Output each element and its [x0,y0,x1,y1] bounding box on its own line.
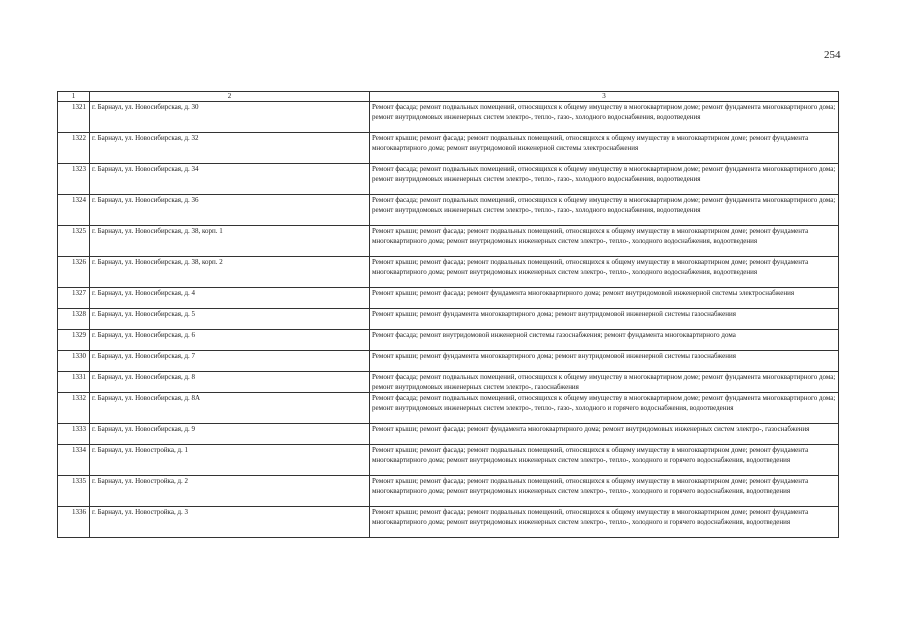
row-works: Ремонт крыши; ремонт фасада; ремонт подвальных помещений, относящихся к общему имуществу в многоквартирном доме; ремонт фундамента многоквартирного дома; ремонт внутридомовых инженерных систем электро-, тепло-, холодного водоснабжения, водоотведения [370,257,839,288]
row-address: г. Барнаул, ул. Новосибирская, д. 6 [90,330,370,351]
row-works: Ремонт фасада; ремонт подвальных помещений, относящихся к общему имуществу в многоквартирном доме; ремонт фундамента многоквартирного дома; ремонт внутридомовых инженерных систем электро-, тепло-, газо-, холодного водоснабжения, водоотведения [370,195,839,226]
row-number: 1332 [58,393,90,424]
row-address: г. Барнаул, ул. Новостройка, д. 1 [90,445,370,476]
row-number: 1324 [58,195,90,226]
table-row [58,257,839,288]
table-row [58,424,839,445]
row-address: г. Барнаул, ул. Новосибирская, д. 4 [90,288,370,309]
row-number: 1321 [58,102,90,133]
table-row [58,195,839,226]
row-works: Ремонт фасада; ремонт подвальных помещений, относящихся к общему имуществу в многоквартирном доме; ремонт фундамента многоквартирного дома; ремонт внутридомовых инженерных систем электро-, тепло-, газо-, холодного водоснабжения, водоотведения [370,164,839,195]
table-row [58,330,839,351]
row-number: 1335 [58,476,90,507]
table-row [58,445,839,476]
row-works: Ремонт крыши; ремонт фундамента многоквартирного дома; ремонт внутридомовой инженерной системы газоснабжения [370,309,839,330]
row-number: 1322 [58,133,90,164]
row-number: 1326 [58,257,90,288]
table-row [58,102,839,133]
table-row [58,476,839,507]
table-row [58,133,839,164]
row-address: г. Барнаул, ул. Новосибирская, д. 7 [90,351,370,372]
row-number: 1336 [58,507,90,538]
row-works: Ремонт крыши; ремонт фасада; ремонт подвальных помещений, относящихся к общему имуществу в многоквартирном доме; ремонт фундамента многоквартирного дома; ремонт внутридомовых инженерных систем электро-, тепло-, холодного водоснабжения, водоотведения [370,226,839,257]
row-works: Ремонт крыши; ремонт фасада; ремонт фундамента многоквартирного дома; ремонт внутридомовых инженерных систем электро-, газоснабжения [370,424,839,445]
row-address: г. Барнаул, ул. Новостройка, д. 2 [90,476,370,507]
row-number: 1323 [58,164,90,195]
table-body [58,102,839,538]
row-number: 1333 [58,424,90,445]
column-header-works: 3 [370,92,839,102]
row-number: 1327 [58,288,90,309]
table-row [58,351,839,372]
row-address: г. Барнаул, ул. Новосибирская, д. 5 [90,309,370,330]
row-number: 1334 [58,445,90,476]
row-address: г. Барнаул, ул. Новосибирская, д. 34 [90,164,370,195]
row-number: 1329 [58,330,90,351]
row-address: г. Барнаул, ул. Новосибирская, д. 8 [90,372,370,393]
row-works: Ремонт крыши; ремонт фасада; ремонт подвальных помещений, относящихся к общему имуществу в многоквартирном доме; ремонт фундамента многоквартирного дома; ремонт внутридомовых инженерных систем электро-, тепло-, холодного и горячего водоснабжения, водоотведения [370,445,839,476]
table-row [58,164,839,195]
row-address: г. Барнаул, ул. Новосибирская, д. 32 [90,133,370,164]
page-number: 254 [824,49,841,61]
repair-register-table [57,91,839,538]
row-address: г. Барнаул, ул. Новосибирская, д. 9 [90,424,370,445]
row-number: 1328 [58,309,90,330]
table-row [58,507,839,538]
row-works: Ремонт крыши; ремонт фасада; ремонт подвальных помещений, относящихся к общему имуществу в многоквартирном доме; ремонт фундамента многоквартирного дома; ремонт внутридомовых инженерных систем электро-, тепло-, холодного и горячего водоснабжения, водоотведения [370,507,839,538]
table-header-row [58,92,839,102]
table-row [58,288,839,309]
row-number: 1330 [58,351,90,372]
row-works: Ремонт крыши; ремонт фундамента многоквартирного дома; ремонт внутридомовой инженерной системы газоснабжения [370,351,839,372]
row-address: г. Барнаул, ул. Новосибирская, д. 36 [90,195,370,226]
row-address: г. Барнаул, ул. Новосибирская, д. 38, корп. 1 [90,226,370,257]
column-header-address: 2 [90,92,370,102]
row-works: Ремонт крыши; ремонт фасада; ремонт подвальных помещений, относящихся к общему имуществу в многоквартирном доме; ремонт фундамента многоквартирного дома; ремонт внутридомовой инженерной системы электроснабжения [370,133,839,164]
row-number: 1331 [58,372,90,393]
row-number: 1325 [58,226,90,257]
table-row [58,226,839,257]
table-row [58,393,839,424]
row-address: г. Барнаул, ул. Новосибирская, д. 30 [90,102,370,133]
row-address: г. Барнаул, ул. Новосибирская, д. 8А [90,393,370,424]
row-address: г. Барнаул, ул. Новостройка, д. 3 [90,507,370,538]
column-header-number: 1 [58,92,90,102]
row-works: Ремонт крыши; ремонт фасада; ремонт фундамента многоквартирного дома; ремонт внутридомовой инженерной системы электроснабжения [370,288,839,309]
row-works: Ремонт фасада; ремонт подвальных помещений, относящихся к общему имуществу в многоквартирном доме; ремонт фундамента многоквартирного дома; ремонт внутридомовых инженерных систем электро-, тепло-, газо-, холодного и горячего водоснабжения, водоотведения [370,393,839,424]
table-row [58,309,839,330]
row-works: Ремонт крыши; ремонт фасада; ремонт подвальных помещений, относящихся к общему имуществу в многоквартирном доме; ремонт фундамента многоквартирного дома; ремонт внутридомовых инженерных систем электро-, тепло-, холодного и горячего водоснабжения, водоотведения [370,476,839,507]
row-works: Ремонт фасада; ремонт подвальных помещений, относящихся к общему имуществу в многоквартирном доме; ремонт фундамента многоквартирного дома; ремонт внутридомовых инженерных систем электро-, тепло-, газо-, холодного водоснабжения, водоотведения [370,102,839,133]
row-address: г. Барнаул, ул. Новосибирская, д. 38, корп. 2 [90,257,370,288]
row-works: Ремонт фасада; ремонт подвальных помещений, относящихся к общему имуществу в многоквартирном доме; ремонт фундамента многоквартирного дома; ремонт внутридомовых инженерных систем электро-, газоснабжения [370,372,839,393]
row-works: Ремонт фасада; ремонт внутридомовой инженерной системы газоснабжения; ремонт фундамента многоквартирного дома [370,330,839,351]
table-row [58,372,839,393]
